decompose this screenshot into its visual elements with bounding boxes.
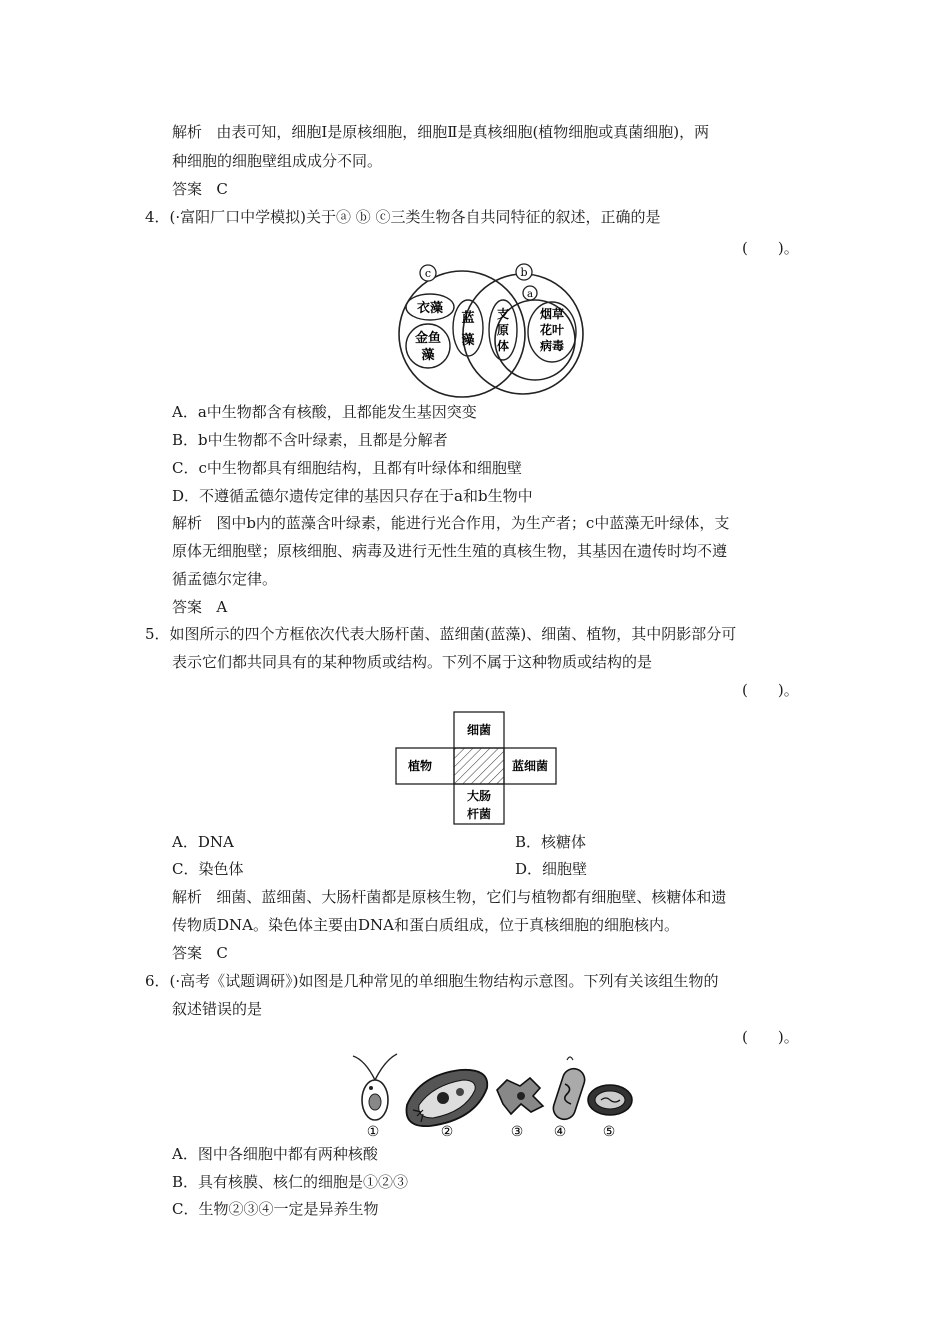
label-a: a <box>527 289 533 300</box>
q6-stem-line2: 叙述错误的是 <box>172 1000 263 1018</box>
answer-value: C <box>216 944 228 962</box>
cell-label-2: ② <box>440 1124 454 1140</box>
q6-option-a: A．图中各细胞中都有两种核酸 <box>172 1145 378 1163</box>
q4-answer-blank: ( )。 <box>742 239 799 257</box>
answer-value: C <box>216 180 228 198</box>
q5-option-b: B．核糖体 <box>515 833 587 851</box>
question-number: 4． <box>145 208 170 226</box>
organism-5-line2: 花叶 <box>539 323 565 337</box>
cell-4-drawing <box>551 1057 588 1122</box>
organism-2b: 藻 <box>421 348 435 363</box>
q4-option-a: A．a中生物都含有核酸，且都能发生基因突变 <box>172 403 477 421</box>
explain-text: 图中b内的蓝藻含叶绿素，能进行光合作用，为生产者；c中蓝藻无叶绿体，支 <box>216 514 730 532</box>
label-c: c <box>424 267 432 280</box>
question-stem: (·富阳厂口中学模拟)关于ⓐ ⓑ ⓒ三类生物各自共同特征的叙述，正确的是 <box>169 208 661 226</box>
question-stem: 如图所示的四个方框依次代表大肠杆菌、蓝细菌(蓝藻)、细菌、植物，其中阴影部分可 <box>169 625 737 643</box>
explain-label: 解析 <box>172 123 203 141</box>
q5-explain-line1 <box>172 887 726 907</box>
q4-stem <box>145 207 661 227</box>
q3-answer <box>172 179 228 199</box>
answer-value: A <box>216 598 228 616</box>
label-bottom-1: 大肠 <box>466 789 492 803</box>
q6-option-c: C．生物②③④一定是异养生物 <box>172 1200 379 1218</box>
q4-answer <box>172 597 227 617</box>
organism-3-line2: 藻 <box>461 333 475 348</box>
shared-hatched-area <box>454 748 504 784</box>
organism-4-line2: 原 <box>496 323 510 337</box>
q5-option-d: D．细胞壁 <box>515 860 588 878</box>
organism-4-line1: 支 <box>496 307 510 321</box>
q5-answer <box>172 943 228 963</box>
q5-explain-line2: 传物质DNA。染色体主要由DNA和蛋白质组成，位于真核细胞的细胞核内。 <box>172 916 679 934</box>
q5-cross-figure <box>392 710 560 826</box>
organism-5-line1: 烟草 <box>539 307 565 321</box>
organism-1: 衣藻 <box>416 301 444 316</box>
q3-explain-line1 <box>172 122 709 142</box>
label-b: b <box>520 266 528 279</box>
organism-4-line3: 体 <box>496 339 510 353</box>
explain-label: 解析 <box>172 888 203 906</box>
q4-option-b: B．b中生物都不含叶绿素，且都是分解者 <box>172 431 448 449</box>
answer-label: 答案 <box>172 180 203 198</box>
q5-stem-line2: 表示它们都共同具有的某种物质或结构。下列不属于这种物质或结构的是 <box>172 653 653 671</box>
q4-explain-line1 <box>172 513 729 533</box>
explain-text: 由表可知，细胞Ⅰ是原核细胞，细胞Ⅱ是真核细胞(植物细胞或真菌细胞)，两 <box>216 123 710 141</box>
organism-5-line3: 病毒 <box>539 339 565 353</box>
cell-label-5: ⑤ <box>602 1124 616 1140</box>
label-left: 植物 <box>407 759 433 773</box>
cell-5-drawing <box>588 1085 632 1115</box>
cell-label-4: ④ <box>553 1124 567 1140</box>
q4-option-c: C．c中生物都具有细胞结构，且都有叶绿体和细胞壁 <box>172 459 522 477</box>
q6-cells-figure <box>345 1050 635 1140</box>
label-top: 细菌 <box>466 723 492 737</box>
q3-explain-line2: 种细胞的细胞壁组成成分不同。 <box>172 152 383 170</box>
q6-option-b: B．具有核膜、核仁的细胞是①②③ <box>172 1173 409 1191</box>
cell-label-1: ① <box>366 1124 380 1140</box>
q5-stem-line1 <box>145 624 736 644</box>
question-number: 6． <box>145 972 170 990</box>
q5-answer-blank: ( )。 <box>742 681 799 699</box>
cell-label-3: ③ <box>510 1124 524 1140</box>
q6-answer-blank: ( )。 <box>742 1028 799 1046</box>
question-stem: (·高考《试题调研》)如图是几种常见的单细胞生物结构示意图。下列有关该组生物的 <box>169 972 719 990</box>
q4-option-d: D．不遵循孟德尔遗传定律的基因只存在于a和b生物中 <box>172 487 533 505</box>
q6-stem-line1 <box>145 971 719 991</box>
q5-option-c: C．染色体 <box>172 860 244 878</box>
answer-label: 答案 <box>172 598 203 616</box>
label-bottom-2: 杆菌 <box>466 807 492 821</box>
cell-2-drawing <box>406 1070 487 1126</box>
answer-label: 答案 <box>172 944 203 962</box>
question-number: 5． <box>145 625 170 643</box>
cell-3-drawing <box>497 1078 543 1114</box>
q4-explain-line2: 原体无细胞壁；原核细胞、病毒及进行无性生殖的真核生物，其基因在遗传时均不遵 <box>172 542 728 560</box>
q4-explain-line3: 循孟德尔定律。 <box>172 570 278 588</box>
q5-option-a: A．DNA <box>172 833 234 851</box>
q4-venn-figure <box>390 260 590 400</box>
explain-label: 解析 <box>172 514 203 532</box>
label-right: 蓝细菌 <box>511 759 549 773</box>
explain-text: 细菌、蓝细菌、大肠杆菌都是原核生物，它们与植物都有细胞壁、核糖体和遗 <box>216 888 727 906</box>
organism-2: 金鱼 <box>414 331 442 346</box>
cell-1-drawing <box>353 1054 397 1120</box>
organism-3-line1: 蓝 <box>461 311 475 326</box>
